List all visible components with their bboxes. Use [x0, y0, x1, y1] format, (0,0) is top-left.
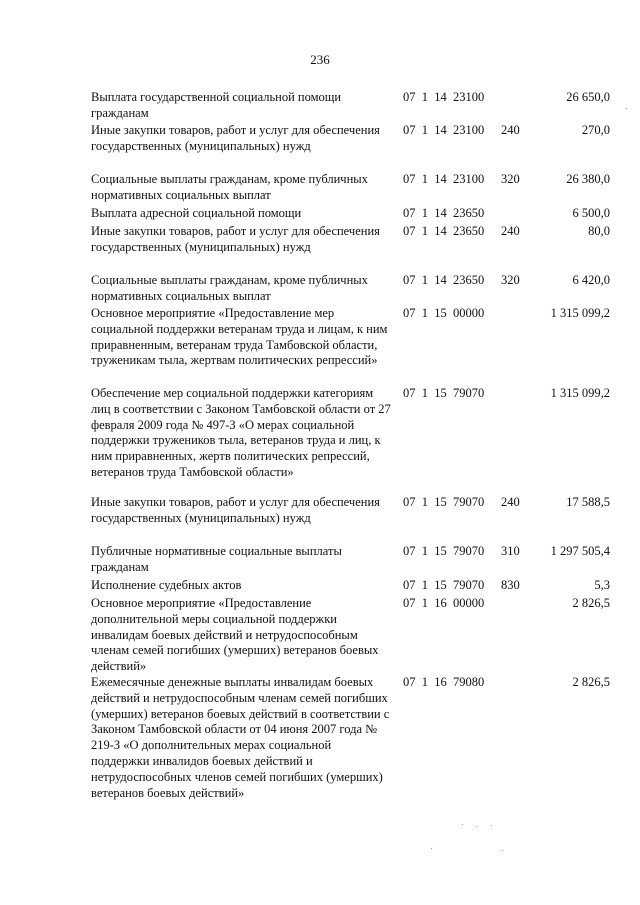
row-name: Обеспечение мер социальной поддержки категориям лиц в соответствии с Законом Тамбовской области от 27 февраля 2009 года № 497-З «О мерах социальной поддержки тружеников тыла, ветеранов труда и лиц, к ним приравненных, жертв политических репрессий, ветеранов труда Тамбовской области» — [91, 386, 391, 479]
row-amount: 80,0 — [588, 224, 610, 238]
row-vr: 310 — [501, 544, 520, 558]
row-code: 07 1 14 23100 — [403, 90, 485, 104]
row-name: Публичные нормативные социальные выплаты гражданам — [91, 544, 342, 574]
page-number: 236 — [310, 52, 330, 67]
row-name: Основное мероприятие «Предоставление мер социальной поддержки ветеранам труда и лицам, к ним приравненным, ветеранам труда Тамбовской области, труженикам тыла, жертвам политических репрессий» — [91, 306, 388, 368]
row-code: 07 1 14 23100 — [403, 172, 485, 186]
row-vr: 240 — [501, 224, 520, 238]
row-code: 07 1 14 23650 — [403, 273, 485, 287]
row-amount: 2 826,5 — [572, 596, 610, 610]
scan-speck — [491, 825, 492, 826]
row-vr: 830 — [501, 578, 520, 592]
row-name: Иные закупки товаров, работ и услуг для обеспечения государственных (муниципальных) нужд — [91, 123, 380, 153]
scan-speck — [502, 850, 503, 851]
row-amount: 6 420,0 — [572, 273, 610, 287]
row-code: 07 1 15 00000 — [403, 306, 485, 320]
row-amount: 270,0 — [581, 123, 610, 137]
row-name: Социальные выплаты гражданам, кроме публичных нормативных социальных выплат — [91, 273, 368, 303]
row-amount: 2 826,5 — [572, 675, 610, 689]
row-vr: 320 — [501, 273, 520, 287]
scan-speck — [462, 824, 463, 825]
scan-speck — [626, 108, 627, 109]
row-code: 07 1 14 23650 — [403, 206, 485, 220]
row-name: Исполнение судебных актов — [91, 578, 242, 592]
row-code: 07 1 14 23650 — [403, 224, 485, 238]
row-code: 07 1 15 79070 — [403, 578, 485, 592]
row-amount: 26 380,0 — [566, 172, 610, 186]
row-vr: 320 — [501, 172, 520, 186]
row-name: Иные закупки товаров, работ и услуг для обеспечения государственных (муниципальных) нужд — [91, 495, 380, 525]
row-code: 07 1 16 00000 — [403, 596, 485, 610]
row-name: Социальные выплаты гражданам, кроме публичных нормативных социальных выплат — [91, 172, 368, 202]
row-code: 07 1 15 79070 — [403, 386, 485, 400]
row-name: Основное мероприятие «Предоставление дополнительной меры социальной поддержки инвалидам боевых действий и нетрудоспособным членам семей погибших (умерших) ветеранов боевых действий» — [91, 596, 379, 674]
row-code: 07 1 16 79080 — [403, 675, 485, 689]
row-amount: 17 588,5 — [566, 495, 610, 509]
row-code: 07 1 15 79070 — [403, 495, 485, 509]
row-vr: 240 — [501, 495, 520, 509]
row-amount: 1 315 099,2 — [550, 306, 610, 320]
row-vr: 240 — [501, 123, 520, 137]
row-name: Выплата государственной социальной помощи гражданам — [91, 90, 342, 120]
row-code: 07 1 15 79070 — [403, 544, 485, 558]
row-amount: 1 297 505,4 — [550, 544, 610, 558]
scan-speck — [476, 826, 477, 827]
scan-speck — [431, 848, 432, 849]
row-amount: 5,3 — [594, 578, 610, 592]
row-name: Выплата адресной социальной помощи — [91, 206, 302, 220]
row-amount: 1 315 099,2 — [550, 386, 610, 400]
row-amount: 6 500,0 — [572, 206, 610, 220]
row-name: Ежемесячные денежные выплаты инвалидам боевых действий и нетрудоспособным членам семей погибших (умерших) ветеранов боевых действий в соответствии с Законом Тамбовской области от 04 июня 2007 года № 219-З «О дополнительных мерах социальной поддержки инвалидов боевых действий и нетрудоспособных членов семей погибших (умерших) ветеранов боевых действий» — [91, 675, 390, 800]
row-amount: 26 650,0 — [566, 90, 610, 104]
row-code: 07 1 14 23100 — [403, 123, 485, 137]
row-name: Иные закупки товаров, работ и услуг для обеспечения государственных (муниципальных) нужд — [91, 224, 380, 254]
